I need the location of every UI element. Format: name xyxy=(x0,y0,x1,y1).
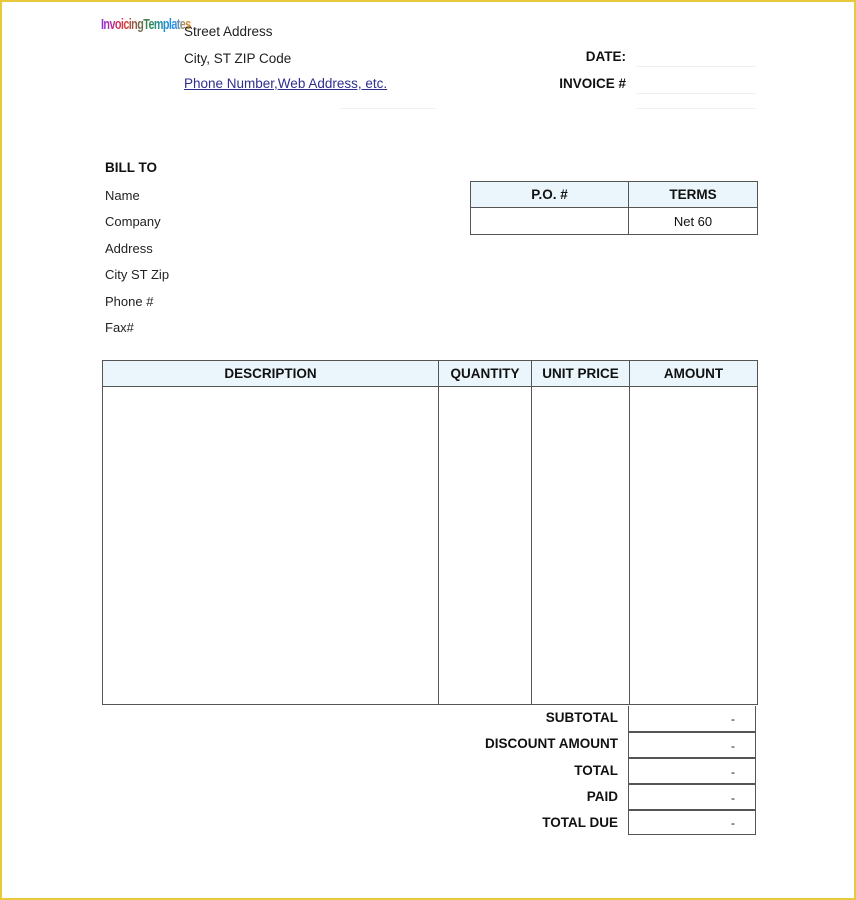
description-cell[interactable] xyxy=(103,387,439,705)
paid-value[interactable]: - xyxy=(628,784,756,810)
total-due-value[interactable]: - xyxy=(628,810,756,835)
logo-text: InvoicingTemplates xyxy=(101,16,191,33)
terms-cell[interactable]: Net 60 xyxy=(629,208,758,235)
company-contact-link[interactable]: Phone Number,Web Address, etc. xyxy=(184,76,388,91)
line-items-table xyxy=(102,360,758,705)
amount-cell[interactable] xyxy=(630,387,758,705)
divider-line xyxy=(340,108,435,109)
po-terms-table xyxy=(470,181,758,235)
bill-to-phone[interactable]: Phone # xyxy=(105,294,154,309)
total-due-label: TOTAL DUE xyxy=(542,815,618,830)
discount-label: DISCOUNT AMOUNT xyxy=(485,736,618,751)
company-city: City, ST ZIP Code xyxy=(184,51,292,66)
bill-to-title: BILL TO xyxy=(105,160,158,175)
subtotal-label: SUBTOTAL xyxy=(545,710,618,725)
bill-to-city[interactable]: City ST Zip xyxy=(105,267,170,282)
quantity-header: QUANTITY xyxy=(439,361,532,387)
date-label: DATE: xyxy=(585,49,626,64)
po-number-cell[interactable] xyxy=(471,208,629,235)
terms-header: TERMS xyxy=(629,182,758,208)
bill-to-name[interactable]: Name xyxy=(105,188,140,203)
subtotal-value[interactable]: - xyxy=(628,706,756,732)
amount-header: AMOUNT xyxy=(630,361,758,387)
bill-to-fax[interactable]: Fax# xyxy=(105,320,134,335)
company-street: Street Address xyxy=(184,24,273,39)
description-header: DESCRIPTION xyxy=(103,361,439,387)
unit-price-header: UNIT PRICE xyxy=(532,361,630,387)
invoice-number-label: INVOICE # xyxy=(559,76,626,91)
discount-value[interactable]: - xyxy=(628,732,756,758)
unit-price-cell[interactable] xyxy=(532,387,630,705)
divider-line xyxy=(636,108,756,109)
total-label: TOTAL xyxy=(574,763,618,778)
date-value-line[interactable] xyxy=(636,66,756,67)
bill-to-address[interactable]: Address xyxy=(105,241,153,256)
invoice-number-line[interactable] xyxy=(636,93,756,94)
quantity-cell[interactable] xyxy=(439,387,532,705)
total-value[interactable]: - xyxy=(628,758,756,784)
company-logo xyxy=(101,16,191,33)
bill-to-company[interactable]: Company xyxy=(105,214,161,229)
paid-label: PAID xyxy=(586,789,618,804)
po-number-header: P.O. # xyxy=(471,182,629,208)
